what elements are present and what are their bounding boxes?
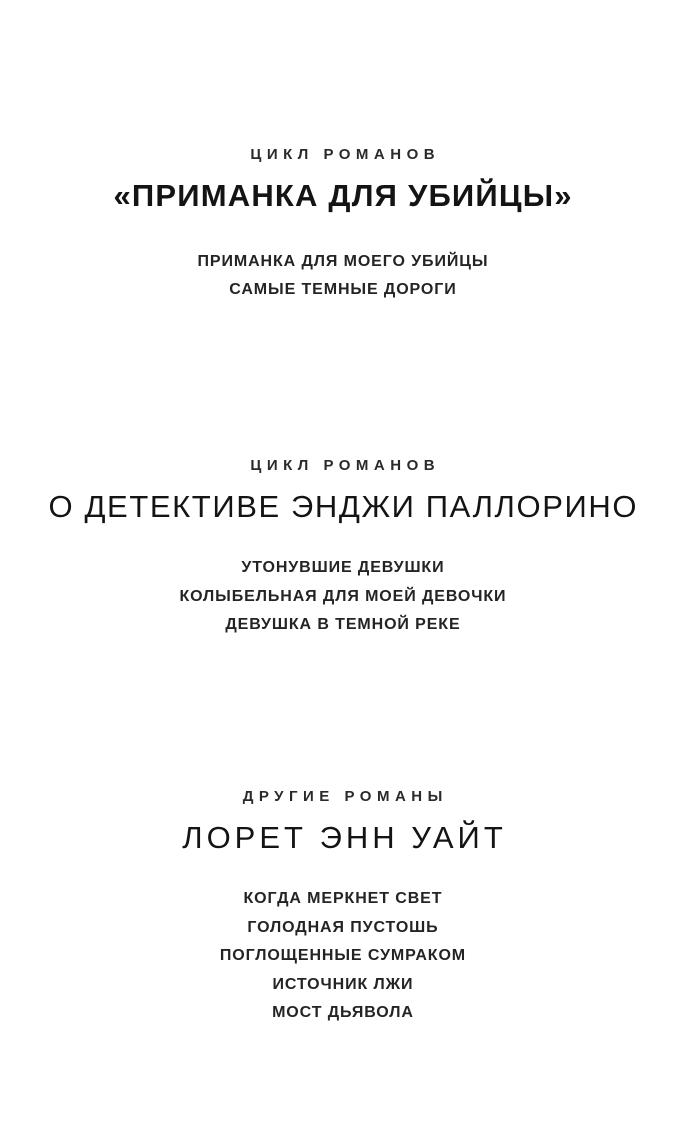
series-book-list (0, 554, 685, 639)
list-item: САМЫЕ ТЕМНЫЕ ДОРОГИ (229, 281, 457, 299)
list-item: ГОЛОДНАЯ ПУСТОШЬ (247, 918, 439, 936)
author-name: ЛОРЕТ ЭНН УАЙТ (182, 819, 507, 855)
list-item: КОГДА МЕРКНЕТ СВЕТ (243, 890, 443, 908)
series-eyebrow: ДРУГИЕ РОМАНЫ (242, 787, 448, 805)
list-item: ПОГЛОЩЕННЫЕ СУМРАКОМ (219, 947, 467, 965)
series-title: О ДЕТЕКТИВЕ ЭНДЖИ ПАЛЛОРИНО (48, 488, 639, 524)
series-title: «ПРИМАНКА ДЛЯ УБИЙЦЫ» (113, 178, 573, 213)
list-item: ИСТОЧНИК ЛЖИ (272, 975, 414, 993)
series-eyebrow: ЦИКЛ РОМАНОВ (250, 146, 441, 163)
list-item: ПРИМАНКА ДЛЯ МОЕГО УБИЙЦЫ (197, 252, 489, 270)
list-item: ДЕВУШКА В ТЕМНОЙ РЕКЕ (225, 616, 461, 634)
series-eyebrow: ЦИКЛ РОМАНОВ (250, 456, 441, 474)
series-book-list (0, 248, 685, 305)
series-book-list (0, 885, 685, 1027)
series-block-pallorino (0, 457, 685, 640)
list-item: МОСТ ДЬЯВОЛА (272, 1004, 414, 1022)
list-item: КОЛЫБЕЛЬНАЯ ДЛЯ МОЕЙ ДЕВОЧКИ (179, 587, 507, 605)
series-block-other-novels (0, 788, 685, 1028)
list-item: УТОНУВШИЕ ДЕВУШКИ (241, 559, 445, 577)
series-block-thriller (0, 146, 685, 305)
